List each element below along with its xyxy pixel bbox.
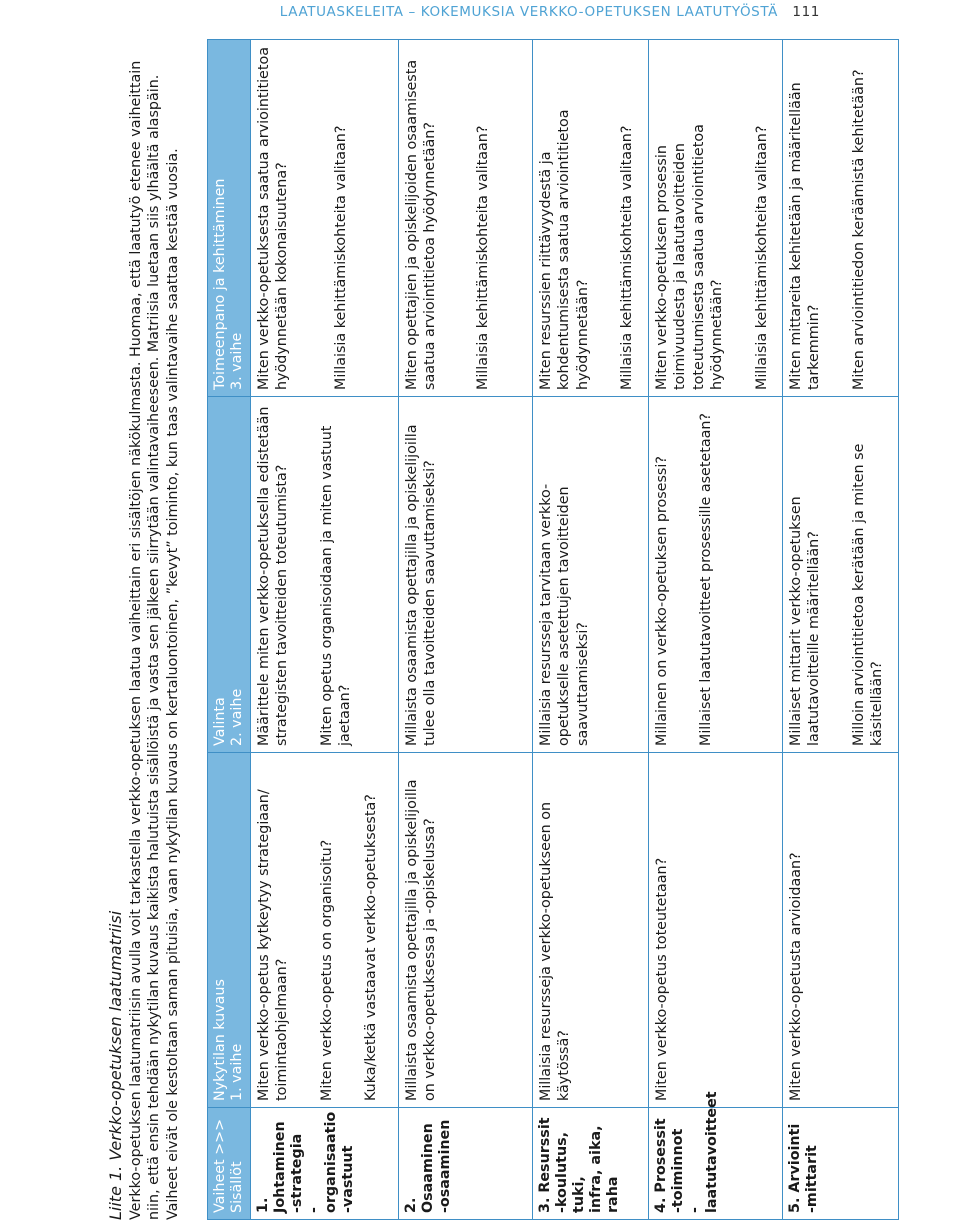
phase-header-3 <box>208 40 251 397</box>
phase-header-2 <box>208 397 251 753</box>
matrix-row-prosessit <box>649 40 783 1220</box>
page-number: 111 <box>792 4 820 20</box>
cell-phase1 <box>533 753 649 1108</box>
cell-phase3 <box>649 40 783 397</box>
question: Miten verkko-opetuksesta saatua arviointitietoa hyödynnetään kokonaisuutena? <box>256 47 291 390</box>
row-label-line: -strategia <box>289 1133 305 1213</box>
row-label <box>649 1091 783 1220</box>
question: Miten opettajien ja opiskelijoiden osaamisesta saatua arviointitietoa hyödynnetään? <box>404 59 439 390</box>
question: Miten verkko-opetuksen prosessin toimivuudesta ja laatutavoitteiden toteutumisesta saatua arviointitietoa hyödynnetään? <box>654 124 726 390</box>
question: Millaista osaamista opettajilla ja opiskelijoilla on verkko-opetuksessa ja -opiskelussa? <box>404 779 439 1101</box>
appendix-intro: Verkko-opetuksen laatumatriisin avulla voit tarkastella verkko-opetuksen laatua vaiheittain eri sisältöjen näkökulmasta. Huomaa, että laatutyö etenee vaiheittain niin, että ensin tehdään nykytilan kuvaus kaikista halutuista sisällöistä ja vasta sen jälkeen siirrytään valintavaiheeseen. Matriisia luetaan siis ylhäältä alaspäin. Vaiheet eivät ole kestoltaan saman pituisia, vaan nykytilan kuvaus on kertaluontoinen, ”kevyt” toiminto, kun taas valintavaihe saattaa kestää vuosia. <box>128 60 181 1220</box>
row-label <box>533 1108 649 1220</box>
cell-phase2 <box>251 397 399 753</box>
cell-phase1 <box>399 753 533 1108</box>
publication-title: LAATUASKELEITA – KOKEMUKSIA VERKKO-OPETUKSEN LAATUTYÖSTÄ <box>279 4 778 20</box>
phase-name: Toimeenpano ja kehittäminen <box>212 178 228 390</box>
phase-step: 3. vaihe <box>229 332 245 390</box>
question: Millaisia kehittämiskohteita valitaan? <box>332 125 349 390</box>
row-label-line: -organisaatio <box>306 1111 339 1213</box>
matrix-row-johtaminen <box>251 40 399 1220</box>
phase-header-1 <box>208 753 251 1108</box>
question: Millaisia kehittämiskohteita valitaan? <box>474 125 491 390</box>
matrix-row-resurssit <box>533 40 649 1220</box>
cell-phase3 <box>399 40 533 397</box>
question: Määrittele miten verkko-opetuksella edistetään strategisten tavoitteiden toteutumista? <box>256 406 291 746</box>
row-label-line: 5. Arviointi <box>787 1123 803 1213</box>
question: Millaisia kehittämiskohteita valitaan? <box>753 125 770 390</box>
question: Miten verkko-opetusta arvioidaan? <box>788 852 804 1101</box>
row-label-line: 4. Prosessit <box>653 1118 669 1213</box>
question: Millaiset laatutavoitteet prosessille asetetaan? <box>698 412 715 746</box>
cell-phase3 <box>533 40 649 397</box>
question: Millaisia kehittämiskohteita valitaan? <box>619 125 636 390</box>
row-label-line: -mittarit <box>804 1145 820 1213</box>
question: Miten verkko-opetus kytkeytyy strategiaan/ toimintaohjelmaan? <box>256 789 291 1101</box>
rotated-page-body <box>105 40 905 1220</box>
question: Miten mittareita kehitetään ja määritellään tarkemmin? <box>788 82 823 390</box>
cell-phase2 <box>533 397 649 753</box>
cell-phase2 <box>399 397 533 753</box>
cell-phase3 <box>783 40 899 397</box>
quality-matrix <box>207 39 899 1220</box>
question: Millainen on verkko-opetuksen prosessi? <box>654 456 670 746</box>
row-label-line: 3. Resurssit <box>537 1117 553 1213</box>
question: Millaiset mittarit verkko-opetuksen laatutavoitteille määritellään? <box>788 496 823 746</box>
question: Millaista osaamista opettajilla ja opiskelijoilla tulee olla tavoitteiden saavuttamiseksi? <box>404 424 439 746</box>
row-label-line: -laatutavoitteet <box>687 1091 720 1213</box>
matrix-row-osaaminen <box>399 40 533 1220</box>
row-label-line: -vastuut <box>340 1145 356 1213</box>
cell-phase1 <box>783 753 899 1108</box>
row-label <box>783 1108 899 1220</box>
cell-phase1 <box>649 753 783 1108</box>
row-label-line: infra, aika, raha <box>588 1125 621 1213</box>
matrix-header-row <box>208 40 251 1220</box>
cell-phase2 <box>783 397 899 753</box>
question: Miten verkko-opetus on organisoitu? <box>318 839 335 1101</box>
appendix-title: Liite 1. Verkko-opetuksen laatumatriisi <box>106 910 125 1220</box>
cell-phase2 <box>649 397 783 753</box>
corner-phases-label: Vaiheet >>> <box>212 1118 228 1213</box>
cell-phase3 <box>251 40 399 397</box>
phase-name: Valinta <box>212 697 228 746</box>
matrix-row-arviointi <box>783 40 899 1220</box>
question: Miten resurssien riittävyydestä ja kohdentumisesta saatua arviointitietoa hyödynnetään? <box>538 109 591 390</box>
row-label <box>251 1108 399 1220</box>
row-label-line: -toiminnot <box>670 1128 686 1213</box>
running-header <box>0 4 960 26</box>
question: Milloin arviointitietoa kerätään ja miten se käsitellään? <box>850 443 886 746</box>
question: Miten arviointitiedon keräämistä kehitetään? <box>850 69 867 390</box>
question: Miten opetus organisoidaan ja miten vastuut jaetaan? <box>318 425 354 746</box>
row-label-line: -osaaminen <box>437 1119 453 1213</box>
cell-phase1 <box>251 753 399 1108</box>
row-label-line: -koulutus, tuki, <box>554 1131 587 1213</box>
phase-step: 2. vaihe <box>229 688 245 746</box>
question: Millaisia resursseja verkko-opetukseen on käytössä? <box>538 801 573 1101</box>
phase-name: Nykytilan kuvaus <box>212 979 228 1101</box>
question: Kuka/ketkä vastaavat verkko-opetuksesta? <box>363 794 380 1101</box>
question: Miten verkko-opetus toteutetaan? <box>654 857 670 1101</box>
row-label-line: 1. Johtaminen <box>255 1121 288 1213</box>
question: Millaisia resursseja tarvitaan verkko-opetukselle asetettujen tavoitteiden saavuttamiseksi? <box>538 483 591 746</box>
corner-header <box>208 1108 251 1220</box>
row-label-line: 2. Osaaminen <box>403 1123 436 1213</box>
phase-step: 1. vaihe <box>229 1043 245 1101</box>
corner-contents-label: Sisällöt <box>229 1161 245 1213</box>
row-label <box>399 1108 533 1220</box>
